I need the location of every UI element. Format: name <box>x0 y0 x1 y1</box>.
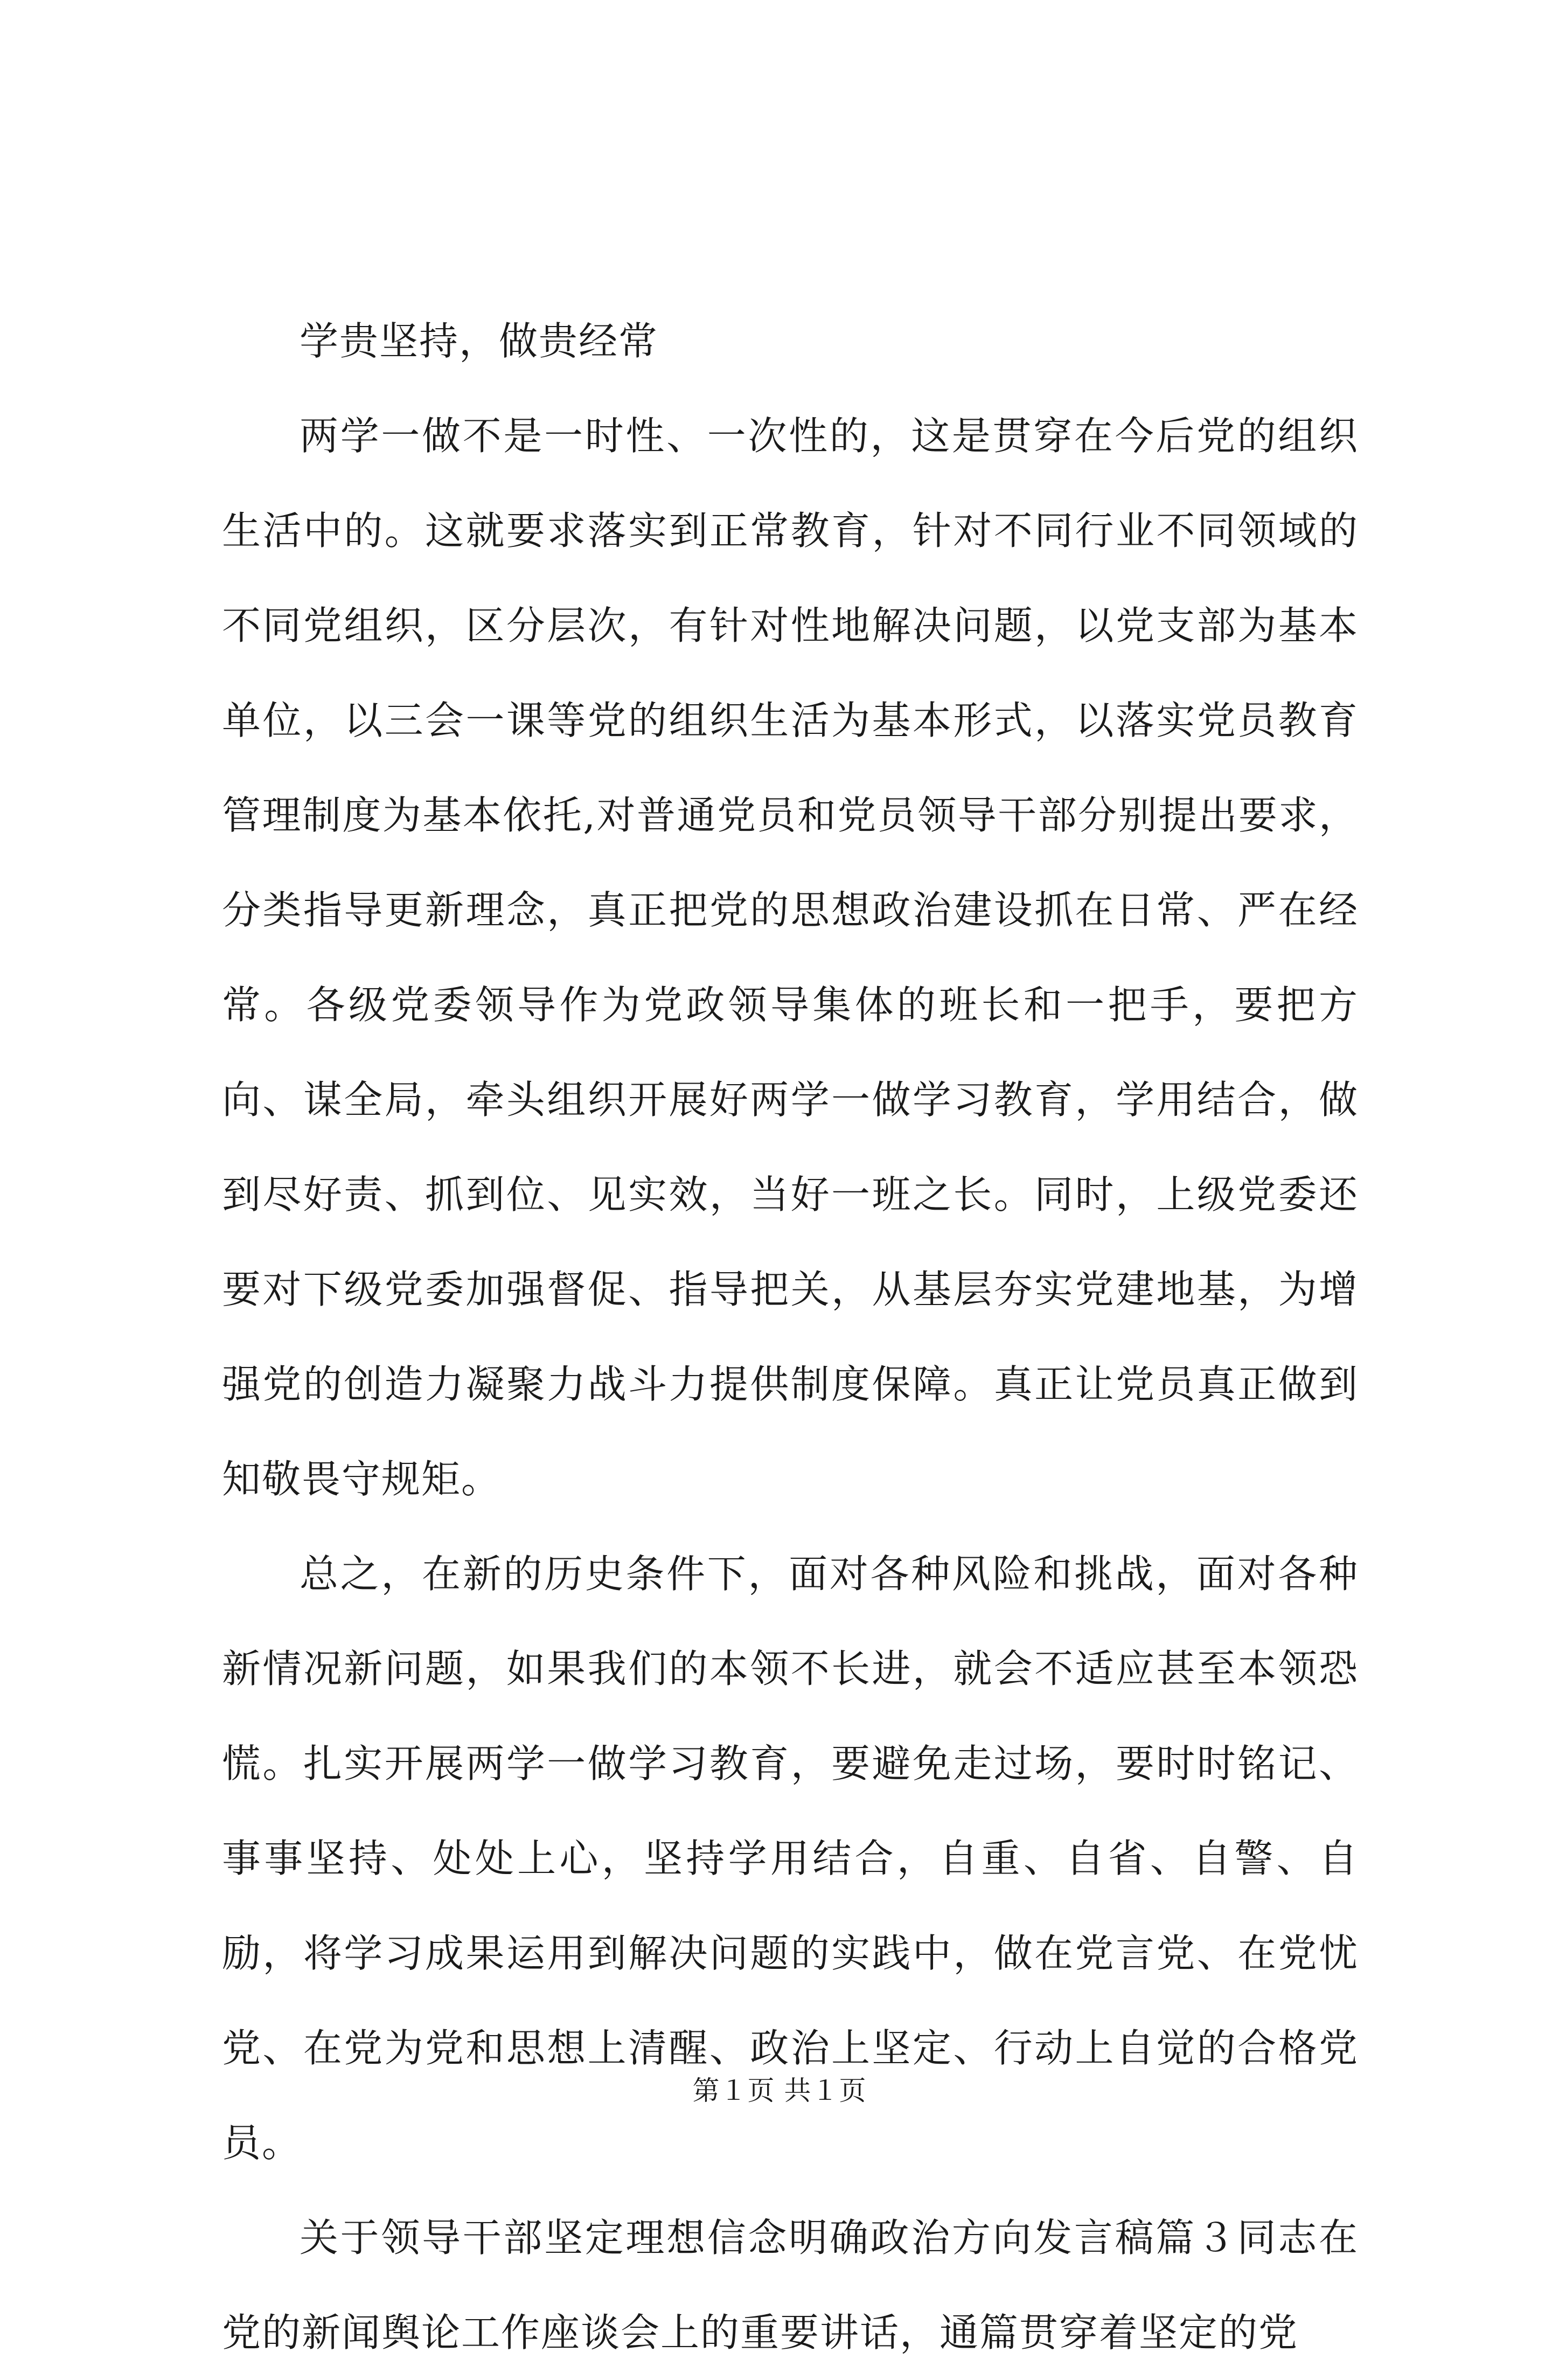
paragraph-1: 两学一做不是一时性、一次性的，这是贯穿在今后党的组织生活中的。这就要求落实到正常教育，针对不同行业不同领域的不同党组织，区分层次，有针对性地解决问题，以党支部为基本单位，以三会一课等党的组织生活为基本形式，以落实党员教育管理制度为基本依托,对普通党员和党员领导干部分别提出要求，分类指导更新理念，真正把党的思想政治建设抓在日常、严在经常。各级党委领导作为党政领导集体的班长和一把手，要把方向、谋全局，牵头组织开展好两学一做学习教育，学用结合，做到尽好责、抓到位、见实效，当好一班之长。同时，上级党委还要对下级党委加强督促、指导把关，从基层夯实党建地基，为增强党的创造力凝聚力战斗力提供制度保障。真正让党员真正做到知敬畏守规矩。 <box>222 413 1359 1502</box>
section-heading: 学贵坚持，做贵经常 <box>300 318 659 364</box>
page-footer: 第１页 共１页 <box>692 2075 867 2106</box>
paragraph-2: 总之，在新的历史条件下，面对各种风险和挑战，面对各种新情况新问题，如果我们的本领不长进，就会不适应甚至本领恐慌。扎实开展两学一做学习教育，要避免走过场，要时时铭记、事事坚持、处处上心，坚持学用结合，自重、自省、自警、自励，将学习成果运用到解决问题的实践中，做在党言党、在党忧党、在党为党和思想上清醒、政治上坚定、行动上自觉的合格党员。 <box>222 1551 1359 2166</box>
paragraph-3: 关于领导干部坚定理想信念明确政治方向发言稿篇３同志在党的新闻舆论工作座谈会上的重要讲话，通篇贯穿着坚定的党 <box>222 2215 1359 2355</box>
document-body <box>222 294 1359 2380</box>
